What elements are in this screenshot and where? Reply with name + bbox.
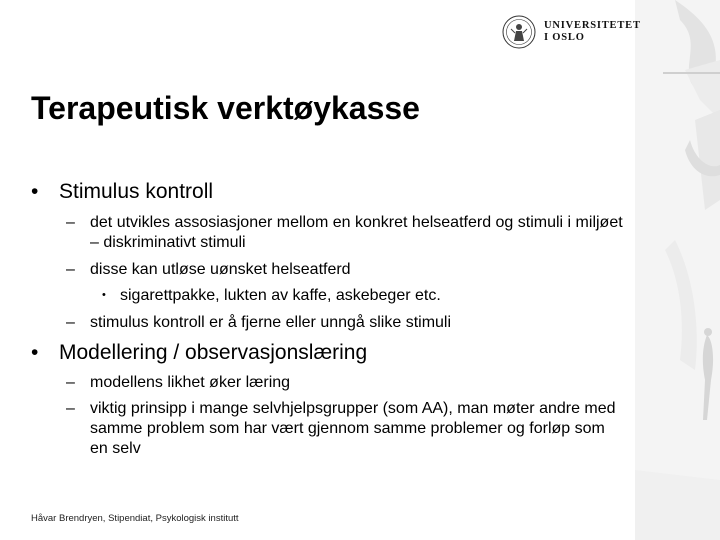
sub-bullet-text: modellens likhet øker læring	[90, 374, 291, 391]
university-logo	[502, 14, 641, 50]
sub-bullet-text: disse kan utløse uønsket helseatferd	[90, 261, 351, 278]
dash-symbol: –	[66, 214, 75, 231]
sub-bullet	[66, 373, 626, 393]
dash-symbol: –	[66, 314, 75, 331]
decorative-statue-band	[635, 0, 720, 540]
bullet-symbol: •	[31, 341, 39, 364]
slide-title: Terapeutisk verktøykasse	[31, 90, 420, 126]
sub-bullet-text: viktig prinsipp i mange selvhjelpsgrupper (som AA), man møter andre med samme problem som har vært gjennom samme problemer og forløp som en selv	[90, 400, 616, 457]
sub-bullet	[66, 313, 626, 333]
bullet-stimulus-kontroll	[31, 180, 213, 204]
dash-symbol: –	[66, 374, 75, 391]
sub-bullet	[66, 260, 626, 280]
bullet-modellering	[31, 341, 367, 365]
dash-symbol: –	[66, 400, 75, 417]
bullet-symbol: •	[31, 180, 39, 203]
sub-sub-bullet-text: sigarettpakke, lukten av kaffe, askebeger etc.	[120, 287, 441, 304]
slide-footer: Håvar Brendryen, Stipendiat, Psykologisk institutt	[31, 513, 239, 524]
university-seal-icon	[502, 15, 536, 49]
bullet-text: Stimulus kontroll	[59, 180, 214, 203]
sub-bullet	[66, 399, 616, 459]
bullet-text: Modellering / observasjonslæring	[59, 341, 368, 364]
sub-bullet-text: det utvikles assosiasjoner mellom en konkret helseatferd og stimuli i miljøet – diskriminativt stimuli	[90, 214, 623, 251]
logo-line-2: I OSLO	[544, 32, 585, 43]
dash-symbol: –	[66, 261, 75, 278]
sub-bullet-text: stimulus kontroll er å fjerne eller unngå slike stimuli	[90, 314, 452, 331]
sub-sub-bullet	[102, 287, 441, 305]
sub-bullet	[66, 213, 626, 253]
small-bullet-symbol: •	[102, 289, 106, 301]
logo-line-1: UNIVERSITETET	[544, 20, 641, 31]
